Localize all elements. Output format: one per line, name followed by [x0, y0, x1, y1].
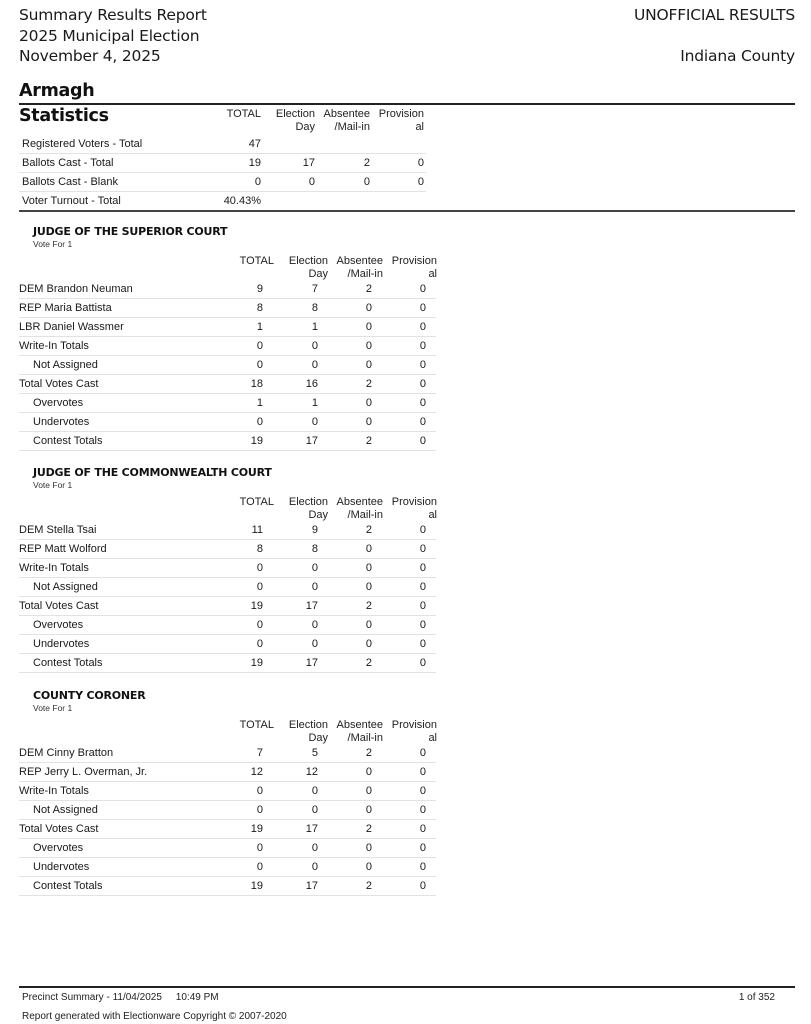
vote-for: Vote For 1 — [33, 703, 73, 713]
contest-row — [19, 432, 436, 451]
row-value-prov: 0 — [419, 543, 426, 555]
row-label: Ballots Cast - Total — [22, 157, 114, 169]
column-header-prov — [392, 719, 437, 744]
row-value-eday: 17 — [305, 880, 318, 892]
footer-copyright: Report generated with Electionware Copyright © 2007-2020 — [22, 1011, 287, 1022]
row-value-abs: 0 — [365, 359, 372, 371]
contest-row — [19, 540, 436, 559]
row-value-abs: 0 — [365, 785, 372, 797]
row-value-prov: 0 — [419, 524, 426, 536]
row-value-abs: 2 — [365, 524, 372, 536]
column-header-abs-line: Absentee — [336, 496, 383, 508]
row-label: Total Votes Cast — [19, 600, 99, 612]
row-label: Not Assigned — [33, 804, 98, 816]
column-header-eday-line: Election — [288, 719, 328, 731]
row-value-prov: 0 — [419, 804, 426, 816]
footer-time: 10:49 PM — [175, 992, 219, 1003]
row-value-prov: 0 — [417, 157, 424, 169]
row-value-abs: 0 — [365, 543, 372, 555]
row-label: DEM Brandon Neuman — [19, 283, 133, 295]
row-label: Write-In Totals — [19, 562, 89, 574]
column-header-abs — [324, 108, 370, 133]
row-label: Not Assigned — [33, 359, 98, 371]
row-value-abs: 0 — [365, 638, 372, 650]
vote-for: Vote For 1 — [33, 480, 73, 490]
row-value-eday: 0 — [311, 804, 318, 816]
contest-row — [19, 763, 436, 782]
row-value-abs: 0 — [365, 804, 372, 816]
row-value-total: 8 — [256, 543, 263, 555]
footer-summary — [22, 991, 219, 1004]
row-value-total: 1 — [256, 397, 263, 409]
row-value-abs: 0 — [365, 397, 372, 409]
row-value-prov: 0 — [419, 747, 426, 759]
column-header-abs-line: /Mail-in — [347, 267, 383, 280]
vote-for: Vote For 1 — [33, 239, 73, 249]
row-value-eday: 17 — [305, 435, 318, 447]
results-status: UNOFFICIAL RESULTS — [633, 6, 795, 24]
row-value-abs: 0 — [365, 861, 372, 873]
row-value-total: 19 — [250, 600, 263, 612]
row-value-total: 0 — [256, 581, 263, 593]
row-label: Overvotes — [33, 619, 84, 631]
row-value-total: 0 — [256, 359, 263, 371]
row-value-eday: 0 — [311, 359, 318, 371]
row-value-eday: 17 — [305, 823, 318, 835]
contest-row — [19, 559, 436, 578]
contest-row — [19, 318, 436, 337]
row-value-abs: 2 — [365, 378, 372, 390]
row-value-total: 0 — [256, 785, 263, 797]
row-label: Total Votes Cast — [19, 823, 99, 835]
contest-row — [19, 356, 436, 375]
row-value-abs: 2 — [365, 880, 372, 892]
row-value-abs: 0 — [363, 176, 370, 188]
row-value-abs: 2 — [363, 157, 370, 169]
column-header-abs — [337, 496, 383, 521]
row-value-abs: 2 — [365, 747, 372, 759]
row-value-eday: 17 — [302, 157, 315, 169]
column-header-prov-line: al — [428, 731, 437, 744]
row-value-eday: 8 — [311, 302, 318, 314]
row-value-eday: 9 — [311, 524, 318, 536]
column-header-abs — [337, 719, 383, 744]
row-value-eday: 17 — [305, 600, 318, 612]
column-header-prov-line: Provision — [378, 108, 424, 120]
row-label: Overvotes — [33, 397, 84, 409]
contest-row — [19, 635, 436, 654]
row-value-eday: 17 — [305, 657, 318, 669]
row-value-abs: 2 — [365, 435, 372, 447]
column-header-eday-line: Election — [288, 496, 328, 508]
column-header-eday-line: Day — [308, 731, 328, 744]
row-value-eday: 0 — [311, 416, 318, 428]
row-value-total: 0 — [256, 619, 263, 631]
row-value-eday: 16 — [305, 378, 318, 390]
row-value-total: 19 — [250, 823, 263, 835]
row-label: Contest Totals — [33, 657, 103, 669]
column-header-abs-line: /Mail-in — [334, 120, 370, 133]
contest-row — [19, 616, 436, 635]
row-value-eday: 0 — [311, 619, 318, 631]
column-header-abs-line: /Mail-in — [347, 508, 383, 521]
row-value-total: 40.43% — [223, 195, 261, 207]
row-value-total: 19 — [250, 657, 263, 669]
contest-row — [19, 521, 436, 540]
row-value-eday: 8 — [311, 543, 318, 555]
column-header-total-line: TOTAL — [239, 255, 274, 267]
row-label: Registered Voters - Total — [22, 138, 143, 150]
column-header-eday-line: Day — [308, 508, 328, 521]
statistics-title: Statistics — [19, 106, 109, 126]
column-header-eday-line: Election — [275, 108, 315, 120]
contest-row — [19, 782, 436, 801]
column-header-total-line: TOTAL — [226, 108, 261, 120]
row-value-eday: 12 — [305, 766, 318, 778]
row-value-total: 0 — [256, 804, 263, 816]
row-value-eday: 5 — [311, 747, 318, 759]
column-header-total-line: TOTAL — [239, 496, 274, 508]
column-header-prov-line: al — [428, 508, 437, 521]
row-value-eday: 0 — [311, 562, 318, 574]
row-value-abs: 0 — [365, 842, 372, 854]
column-header-prov — [392, 255, 437, 280]
row-value-abs: 0 — [365, 416, 372, 428]
row-label: Undervotes — [33, 638, 90, 650]
row-value-eday: 0 — [311, 842, 318, 854]
contest-row — [19, 801, 436, 820]
row-value-abs: 0 — [365, 340, 372, 352]
report-title: Summary Results Report — [19, 6, 207, 24]
row-label: Not Assigned — [33, 581, 98, 593]
column-header-abs-line: /Mail-in — [347, 731, 383, 744]
row-value-abs: 2 — [365, 657, 372, 669]
row-value-prov: 0 — [419, 562, 426, 574]
row-value-total: 0 — [256, 562, 263, 574]
row-label: Ballots Cast - Blank — [22, 176, 118, 188]
column-header-total — [240, 255, 274, 268]
row-label: Overvotes — [33, 842, 84, 854]
row-value-total: 0 — [256, 842, 263, 854]
row-value-eday: 7 — [311, 283, 318, 295]
column-header-abs-line: Absentee — [323, 108, 370, 120]
row-value-prov: 0 — [419, 340, 426, 352]
column-header-prov — [379, 108, 424, 133]
row-value-prov: 0 — [419, 283, 426, 295]
row-value-total: 12 — [250, 766, 263, 778]
row-value-total: 19 — [250, 880, 263, 892]
statistics-divider — [19, 210, 795, 212]
row-value-eday: 0 — [308, 176, 315, 188]
row-value-total: 0 — [256, 416, 263, 428]
row-value-total: 19 — [248, 157, 261, 169]
row-value-total: 0 — [256, 340, 263, 352]
election-name: 2025 Municipal Election — [19, 26, 200, 45]
row-value-prov: 0 — [419, 880, 426, 892]
row-value-total: 8 — [256, 302, 263, 314]
contest-row — [19, 280, 436, 299]
column-header-abs-line: Absentee — [336, 719, 383, 731]
contest-title: JUDGE OF THE SUPERIOR COURT — [33, 225, 228, 238]
row-label: Write-In Totals — [19, 785, 89, 797]
row-label: Voter Turnout - Total — [22, 195, 121, 207]
row-label: Contest Totals — [33, 435, 103, 447]
row-value-prov: 0 — [419, 785, 426, 797]
row-label: REP Matt Wolford — [19, 543, 107, 555]
column-header-eday — [276, 108, 315, 133]
contest-row — [19, 597, 436, 616]
contest-title: COUNTY CORONER — [33, 689, 146, 702]
row-value-eday: 1 — [311, 321, 318, 333]
contest-row — [19, 413, 436, 432]
column-header-eday — [289, 496, 328, 521]
row-value-abs: 0 — [365, 581, 372, 593]
row-value-prov: 0 — [419, 321, 426, 333]
row-value-prov: 0 — [419, 823, 426, 835]
row-value-abs: 0 — [365, 619, 372, 631]
row-value-total: 0 — [256, 638, 263, 650]
column-header-eday — [289, 255, 328, 280]
column-header-prov-line: Provision — [391, 719, 437, 731]
column-header-total — [240, 496, 274, 509]
footer-divider — [19, 986, 795, 988]
statistics-row — [19, 173, 426, 192]
column-header-eday-line: Day — [295, 120, 315, 133]
contest-title: JUDGE OF THE COMMONWEALTH COURT — [33, 466, 272, 479]
row-value-abs: 0 — [365, 562, 372, 574]
row-value-eday: 1 — [311, 397, 318, 409]
contest-row — [19, 375, 436, 394]
row-value-eday: 0 — [311, 340, 318, 352]
contest-row — [19, 877, 436, 896]
row-value-total: 18 — [250, 378, 263, 390]
row-value-abs: 2 — [365, 283, 372, 295]
row-label: Contest Totals — [33, 880, 103, 892]
row-value-abs: 0 — [365, 766, 372, 778]
column-header-abs-line: Absentee — [336, 255, 383, 267]
row-value-eday: 0 — [311, 861, 318, 873]
contest-row — [19, 337, 436, 356]
column-header-total — [240, 719, 274, 732]
row-value-eday: 0 — [311, 638, 318, 650]
row-value-total: 11 — [251, 524, 263, 536]
county-name: Indiana County — [680, 47, 795, 65]
row-value-prov: 0 — [419, 842, 426, 854]
row-value-prov: 0 — [419, 766, 426, 778]
row-value-prov: 0 — [419, 397, 426, 409]
row-value-abs: 2 — [365, 823, 372, 835]
contest-row — [19, 299, 436, 318]
row-label: DEM Stella Tsai — [19, 524, 97, 536]
row-value-eday: 0 — [311, 581, 318, 593]
row-value-prov: 0 — [419, 416, 426, 428]
contest-row — [19, 858, 436, 877]
row-value-total: 9 — [256, 283, 263, 295]
column-header-prov-line: al — [415, 120, 424, 133]
contest-row — [19, 394, 436, 413]
column-header-total-line: TOTAL — [239, 719, 274, 731]
precinct-divider — [19, 103, 795, 105]
contest-row — [19, 744, 436, 763]
row-value-total: 7 — [256, 747, 263, 759]
row-value-eday: 0 — [311, 785, 318, 797]
row-value-prov: 0 — [419, 359, 426, 371]
election-date: November 4, 2025 — [19, 47, 161, 65]
row-value-prov: 0 — [419, 861, 426, 873]
row-label: REP Jerry L. Overman, Jr. — [19, 766, 148, 778]
statistics-row — [19, 135, 426, 154]
row-label: Undervotes — [33, 416, 90, 428]
row-value-abs: 0 — [365, 321, 372, 333]
contest-row — [19, 578, 436, 597]
row-value-total: 1 — [256, 321, 263, 333]
column-header-abs — [337, 255, 383, 280]
row-value-total: 0 — [256, 861, 263, 873]
row-label: LBR Daniel Wassmer — [19, 321, 124, 333]
row-value-prov: 0 — [419, 302, 426, 314]
page-number: 1 of 352 — [738, 992, 775, 1003]
precinct-name: Armagh — [19, 81, 95, 101]
footer-summary-text: Precinct Summary - 11/04/2025 — [22, 992, 162, 1003]
row-label: DEM Cinny Bratton — [19, 747, 114, 759]
row-value-prov: 0 — [419, 619, 426, 631]
report-header — [19, 5, 207, 67]
contest-row — [19, 654, 436, 673]
row-value-total: 0 — [254, 176, 261, 188]
column-header-prov-line: Provision — [391, 496, 437, 508]
row-value-prov: 0 — [419, 378, 426, 390]
row-value-prov: 0 — [419, 657, 426, 669]
row-value-total: 19 — [250, 435, 263, 447]
row-value-prov: 0 — [419, 581, 426, 593]
row-label: Undervotes — [33, 861, 90, 873]
statistics-row — [19, 154, 426, 173]
contest-row — [19, 820, 436, 839]
statistics-row — [19, 192, 426, 211]
contest-row — [19, 839, 436, 858]
row-value-prov: 0 — [419, 435, 426, 447]
row-value-total: 47 — [248, 138, 261, 150]
column-header-eday — [289, 719, 328, 744]
column-header-prov-line: al — [428, 267, 437, 280]
row-label: Total Votes Cast — [19, 378, 99, 390]
row-label: Write-In Totals — [19, 340, 89, 352]
row-value-prov: 0 — [417, 176, 424, 188]
row-value-prov: 0 — [419, 638, 426, 650]
row-value-prov: 0 — [419, 600, 426, 612]
row-value-abs: 2 — [365, 600, 372, 612]
column-header-total — [227, 108, 261, 121]
column-header-eday-line: Day — [308, 267, 328, 280]
column-header-prov — [392, 496, 437, 521]
column-header-prov-line: Provision — [391, 255, 437, 267]
row-label: REP Maria Battista — [19, 302, 112, 314]
column-header-eday-line: Election — [288, 255, 328, 267]
row-value-abs: 0 — [365, 302, 372, 314]
